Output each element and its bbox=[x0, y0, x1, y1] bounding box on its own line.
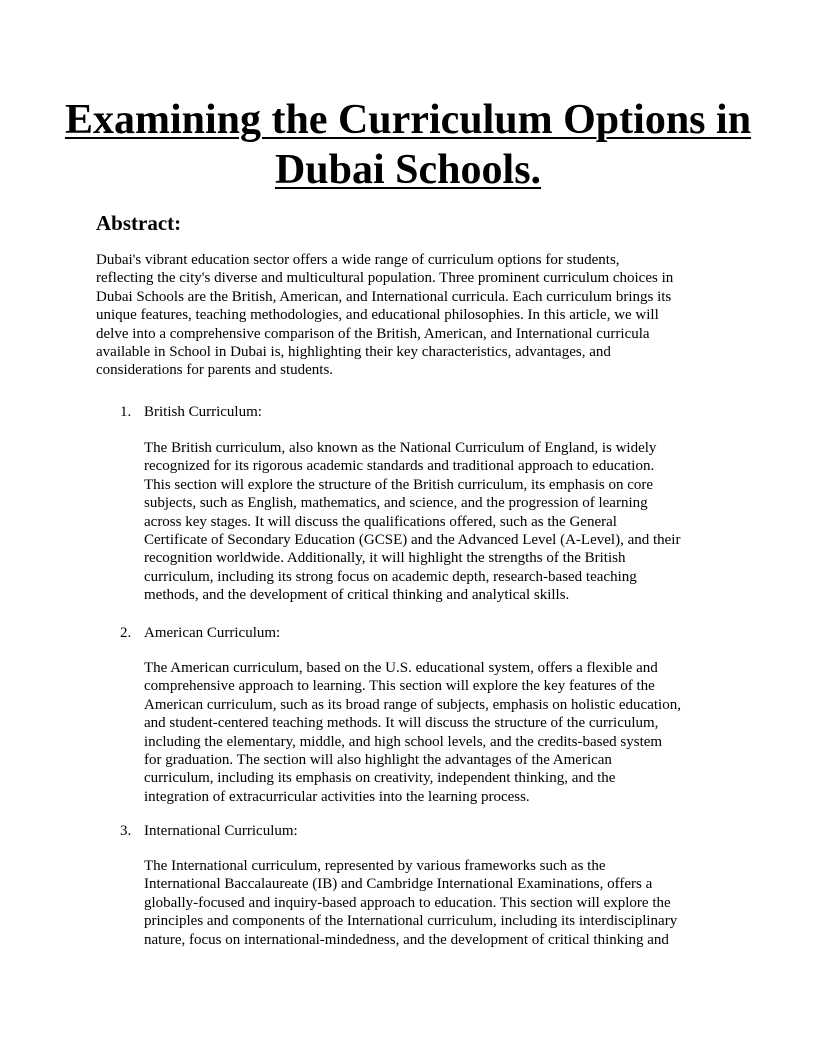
paragraph-line: globally-focused and inquiry-based approach to education. This section will explore the bbox=[144, 894, 671, 911]
abstract-line: considerations for parents and students. bbox=[96, 362, 334, 379]
abstract-line: delve into a comprehensive comparison of the British, American, and International curricula bbox=[96, 325, 650, 342]
list-label-american: American Curriculum: bbox=[144, 625, 281, 641]
paragraph-line: recognition worldwide. Additionally, it will highlight the strengths of the British bbox=[144, 550, 626, 567]
abstract-line: unique features, teaching methodologies, and educational philosophies. In this article, we will bbox=[96, 307, 659, 324]
paragraph-line: comprehensive approach to learning. This section will explore the key features of the bbox=[144, 678, 655, 695]
paragraph-line: including the elementary, middle, and high school levels, and the credits-based system bbox=[144, 733, 663, 750]
paragraph-line: subjects, such as English, mathematics, and science, and the progression of learning bbox=[144, 495, 648, 512]
paragraph-line: The British curriculum, also known as the National Curriculum of England, is widely bbox=[144, 440, 657, 456]
abstract-line: available in School in Dubai is, highlighting their key characteristics, advantages, and bbox=[96, 344, 611, 361]
abstract-paragraph bbox=[96, 251, 673, 380]
paragraph-line: curriculum, including its emphasis on creativity, independent thinking, and the bbox=[144, 770, 616, 787]
american-paragraph bbox=[144, 659, 681, 806]
paragraph-line: American curriculum, such as its broad range of subjects, emphasis on holistic education, bbox=[144, 696, 681, 713]
list-number-british: 1. bbox=[120, 404, 132, 420]
paragraph-line: International Baccalaureate (IB) and Cambridge International Examinations, offers a bbox=[144, 876, 653, 893]
abstract-line: Dubai's vibrant education sector offers a wide range of curriculum options for students, bbox=[96, 252, 620, 268]
list-label-international: International Curriculum: bbox=[144, 823, 298, 839]
paragraph-line: Certificate of Secondary Education (GCSE) and the Advanced Level (A-Level), and their bbox=[144, 532, 681, 549]
paragraph-line: principles and components of the International curriculum, including its interdisciplinary bbox=[144, 913, 678, 930]
paragraph-line: methods, and the development of critical thinking and analytical skills. bbox=[144, 587, 570, 604]
paragraph-line: This section will explore the structure of the British curriculum, its emphasis on core bbox=[144, 476, 654, 493]
paragraph-line: curriculum, including its strong focus on academic depth, research-based teaching bbox=[144, 568, 637, 585]
british-paragraph bbox=[144, 439, 680, 605]
paragraph-line: The American curriculum, based on the U.S. educational system, offers a flexible and bbox=[144, 660, 658, 676]
list-number-international: 3. bbox=[120, 823, 132, 839]
title-line-1: Examining the Curriculum Options in bbox=[64, 97, 752, 143]
abstract-line: reflecting the city's diverse and multicultural population. Three prominent curriculum choices in bbox=[96, 270, 674, 287]
paragraph-line: across key stages. It will discuss the qualifications offered, such as the General bbox=[144, 513, 617, 530]
paragraph-line: recognized for its rigorous academic standards and traditional approach to education. bbox=[144, 458, 655, 475]
abstract-line: Dubai Schools are the British, American, and International curricula. Each curriculum brings its bbox=[96, 288, 672, 305]
page-title bbox=[60, 95, 756, 195]
paragraph-line: nature, focus on international-mindedness, and the development of critical thinking and bbox=[144, 931, 669, 948]
international-paragraph bbox=[144, 857, 677, 949]
list-number-american: 2. bbox=[120, 625, 132, 641]
list-label-british: British Curriculum: bbox=[144, 404, 262, 420]
paragraph-line: and student-centered teaching methods. It will discuss the structure of the curriculum, bbox=[144, 715, 659, 732]
abstract-heading: Abstract: bbox=[96, 211, 182, 235]
paragraph-line: integration of extracurricular activities into the learning process. bbox=[144, 788, 530, 805]
paragraph-line: The International curriculum, represented by various frameworks such as the bbox=[144, 858, 606, 874]
title-line-2: Dubai Schools. bbox=[274, 147, 542, 193]
paragraph-line: for graduation. The section will also highlight the advantages of the American bbox=[144, 752, 612, 769]
